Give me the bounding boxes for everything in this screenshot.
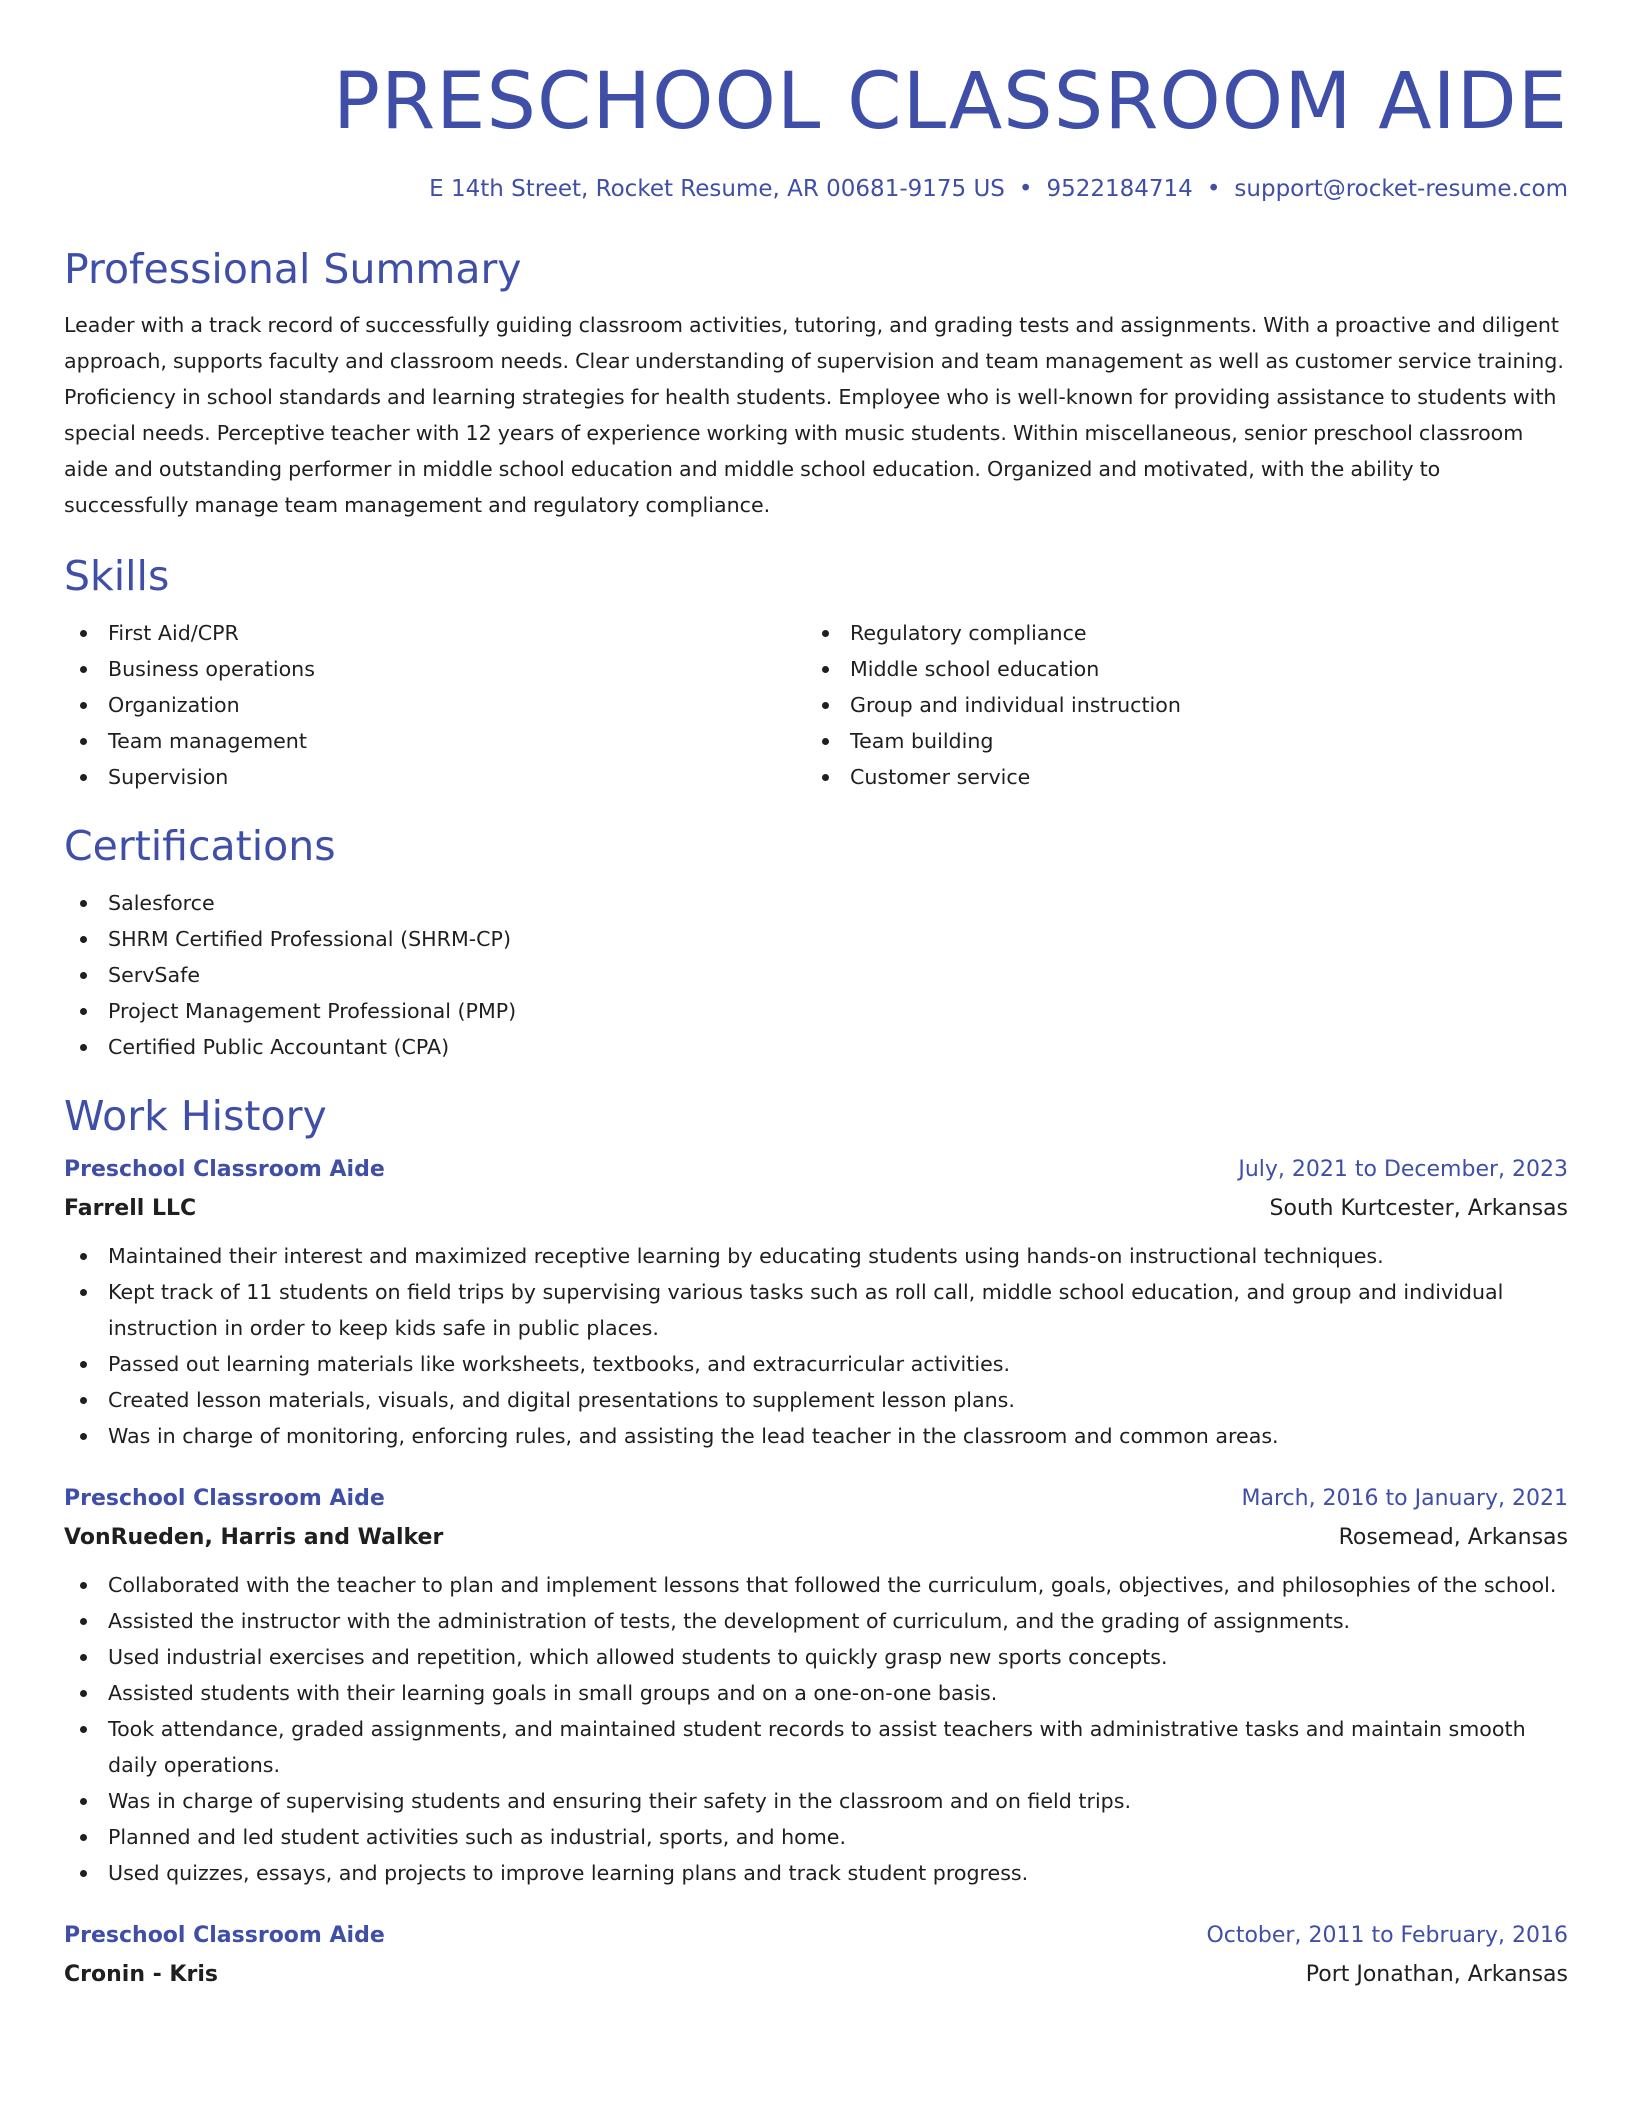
job-entry <box>64 1155 1568 1454</box>
contact-address: E 14th Street, Rocket Resume, AR 00681-9175 US <box>429 176 1005 202</box>
skill-item: Team building <box>806 723 1548 759</box>
job-entry <box>64 1484 1568 1891</box>
job-bullet-list <box>64 1567 1568 1891</box>
job-location: Rosemead, Arkansas <box>1338 1525 1568 1550</box>
contact-email[interactable]: support@rocket-resume.com <box>1234 176 1568 202</box>
certifications-heading: Certifications <box>64 822 336 870</box>
job-employer: Farrell LLC <box>64 1196 197 1221</box>
job-location: South Kurtcester, Arkansas <box>1269 1196 1568 1221</box>
skill-item: Team management <box>64 723 806 759</box>
job-subheader <box>64 1523 1568 1553</box>
certification-item: Project Management Professional (PMP) <box>64 993 1568 1029</box>
skill-item: Customer service <box>806 759 1548 795</box>
contact-line <box>64 174 1568 204</box>
job-title: Preschool Classroom Aide <box>64 1486 385 1511</box>
job-dates: July, 2021 to December, 2023 <box>1238 1157 1568 1182</box>
summary-heading: Professional Summary <box>64 245 522 293</box>
certification-item: SHRM Certified Professional (SHRM-CP) <box>64 921 1568 957</box>
job-header <box>64 1484 1568 1514</box>
job-bullet: Used industrial exercises and repetition, which allowed students to quickly grasp new sports concepts. <box>64 1639 1568 1675</box>
job-bullet: Collaborated with the teacher to plan and implement lessons that followed the curriculum, goals, objectives, and philosophies of the school. <box>64 1567 1568 1603</box>
job-bullet: Maintained their interest and maximized receptive learning by educating students using hands-on instructional techniques. <box>64 1238 1568 1274</box>
summary-text: Leader with a track record of successfully guiding classroom activities, tutoring, and grading tests and assignments. With a proactive and diligent approach, supports faculty and classroom needs. Clear understanding of supervision and team management as well as customer service training. Proficiency in school standards and learning strategies for health students. Employee who is well-known for providing assistance to students with special needs. Perceptive teacher with 12 years of experience working with music students. Within miscellaneous, senior preschool classroom aide and outstanding performer in middle school education and middle school education. Organized and motivated, with the ability to successfully manage team management and regulatory compliance. <box>64 313 1564 517</box>
job-bullet: Took attendance, graded assignments, and maintained student records to assist teachers with administrative tasks and maintain smooth daily operations. <box>64 1711 1568 1783</box>
skill-item: First Aid/CPR <box>64 615 806 651</box>
skill-item: Middle school education <box>806 651 1548 687</box>
work-history-heading: Work History <box>64 1092 327 1140</box>
skills-grid <box>64 615 1568 795</box>
skill-item: Business operations <box>64 651 806 687</box>
job-entry <box>64 1921 1568 1990</box>
skill-item: Regulatory compliance <box>806 615 1548 651</box>
job-bullet: Created lesson materials, visuals, and digital presentations to supplement lesson plans. <box>64 1382 1568 1418</box>
certification-item: ServSafe <box>64 957 1568 993</box>
job-dates: October, 2011 to February, 2016 <box>1206 1923 1568 1948</box>
job-header <box>64 1155 1568 1185</box>
job-bullet: Assisted the instructor with the administration of tests, the development of curriculum, and the grading of assignments. <box>64 1603 1568 1639</box>
job-header <box>64 1921 1568 1951</box>
job-employer: VonRueden, Harris and Walker <box>64 1525 444 1550</box>
contact-separator: • <box>1018 176 1033 202</box>
job-bullet: Was in charge of supervising students and ensuring their safety in the classroom and on field trips. <box>64 1783 1568 1819</box>
job-location: Port Jonathan, Arkansas <box>1305 1962 1568 1987</box>
job-title: Preschool Classroom Aide <box>64 1157 385 1182</box>
skills-list-right <box>806 615 1548 795</box>
job-bullet: Kept track of 11 students on field trips by supervising various tasks such as roll call, middle school education, and group and individual instruction in order to keep kids safe in public places. <box>64 1274 1568 1346</box>
job-bullet: Was in charge of monitoring, enforcing rules, and assisting the lead teacher in the classroom and common areas. <box>64 1418 1568 1454</box>
certifications-list <box>64 885 1568 1065</box>
resume-name: PRESCHOOL CLASSROOM AIDE <box>332 57 1568 147</box>
job-subheader <box>64 1194 1568 1224</box>
job-employer: Cronin - Kris <box>64 1962 218 1987</box>
job-bullet: Used quizzes, essays, and projects to improve learning plans and track student progress. <box>64 1855 1568 1891</box>
job-bullet: Planned and led student activities such as industrial, sports, and home. <box>64 1819 1568 1855</box>
job-dates: March, 2016 to January, 2021 <box>1241 1486 1568 1511</box>
job-subheader <box>64 1960 1568 1990</box>
job-bullet-list <box>64 1238 1568 1454</box>
skill-item: Supervision <box>64 759 806 795</box>
skills-list-left <box>64 615 806 795</box>
skills-heading: Skills <box>64 552 170 600</box>
job-title: Preschool Classroom Aide <box>64 1923 385 1948</box>
contact-phone: 9522184714 <box>1046 176 1193 202</box>
skill-item: Organization <box>64 687 806 723</box>
certification-item: Certified Public Accountant (CPA) <box>64 1029 1568 1065</box>
contact-separator: • <box>1206 176 1221 202</box>
certification-item: Salesforce <box>64 885 1568 921</box>
job-bullet: Passed out learning materials like worksheets, textbooks, and extracurricular activities. <box>64 1346 1568 1382</box>
job-bullet: Assisted students with their learning goals in small groups and on a one-on-one basis. <box>64 1675 1568 1711</box>
skill-item: Group and individual instruction <box>806 687 1548 723</box>
